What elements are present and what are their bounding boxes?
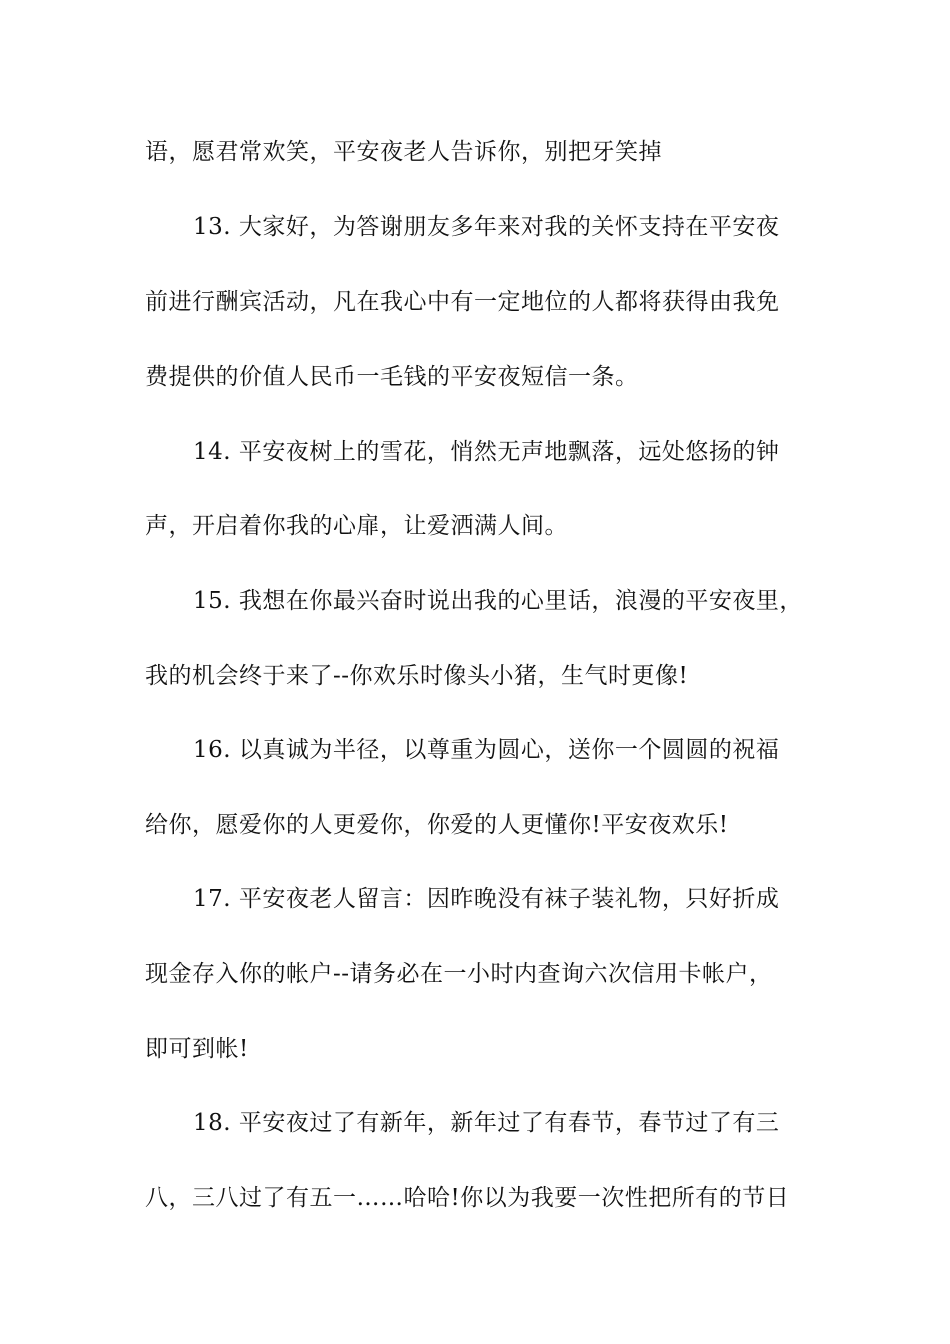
text-line: 前进行酬宾活动，凡在我心中有一定地位的人都将获得由我免 (145, 289, 780, 315)
item-13-line-1: 13. 大家好，为答谢朋友多年来对我的关怀支持在平安夜 (193, 214, 780, 240)
text-line: 现金存入你的帐户--请务必在一小时内查询六次信用卡帐户， (145, 961, 773, 987)
item-16-line-1: 16. 以真诚为半径，以尊重为圆心，送你一个圆圆的祝福 (193, 737, 780, 763)
text-line: 给你，愿爱你的人更爱你，你爱的人更懂你!平安夜欢乐! (145, 812, 729, 838)
item-15-line-1: 15. 我想在你最兴奋时说出我的心里话，浪漫的平安夜里， (193, 588, 803, 614)
text-line: 即可到帐! (145, 1036, 249, 1062)
text-line: 语，愿君常欢笑，平安夜老人告诉你，别把牙笑掉 (145, 139, 662, 165)
item-17-line-1: 17. 平安夜老人留言：因昨晚没有袜子装礼物，只好折成 (193, 886, 780, 912)
text-line: 费提供的价值人民币一毛钱的平安夜短信一条。 (145, 364, 639, 390)
item-14-line-1: 14. 平安夜树上的雪花，悄然无声地飘落，远处悠扬的钟 (193, 439, 780, 465)
item-18-line-1: 18. 平安夜过了有新年，新年过了有春节，春节过了有三 (193, 1110, 780, 1136)
text-line: 八，三八过了有五一……哈哈!你以为我要一次性把所有的节日 (145, 1185, 790, 1211)
text-line: 声，开启着你我的心扉，让爱洒满人间。 (145, 513, 568, 539)
text-line: 我的机会终于来了--你欢乐时像头小猪，生气时更像! (145, 663, 689, 689)
